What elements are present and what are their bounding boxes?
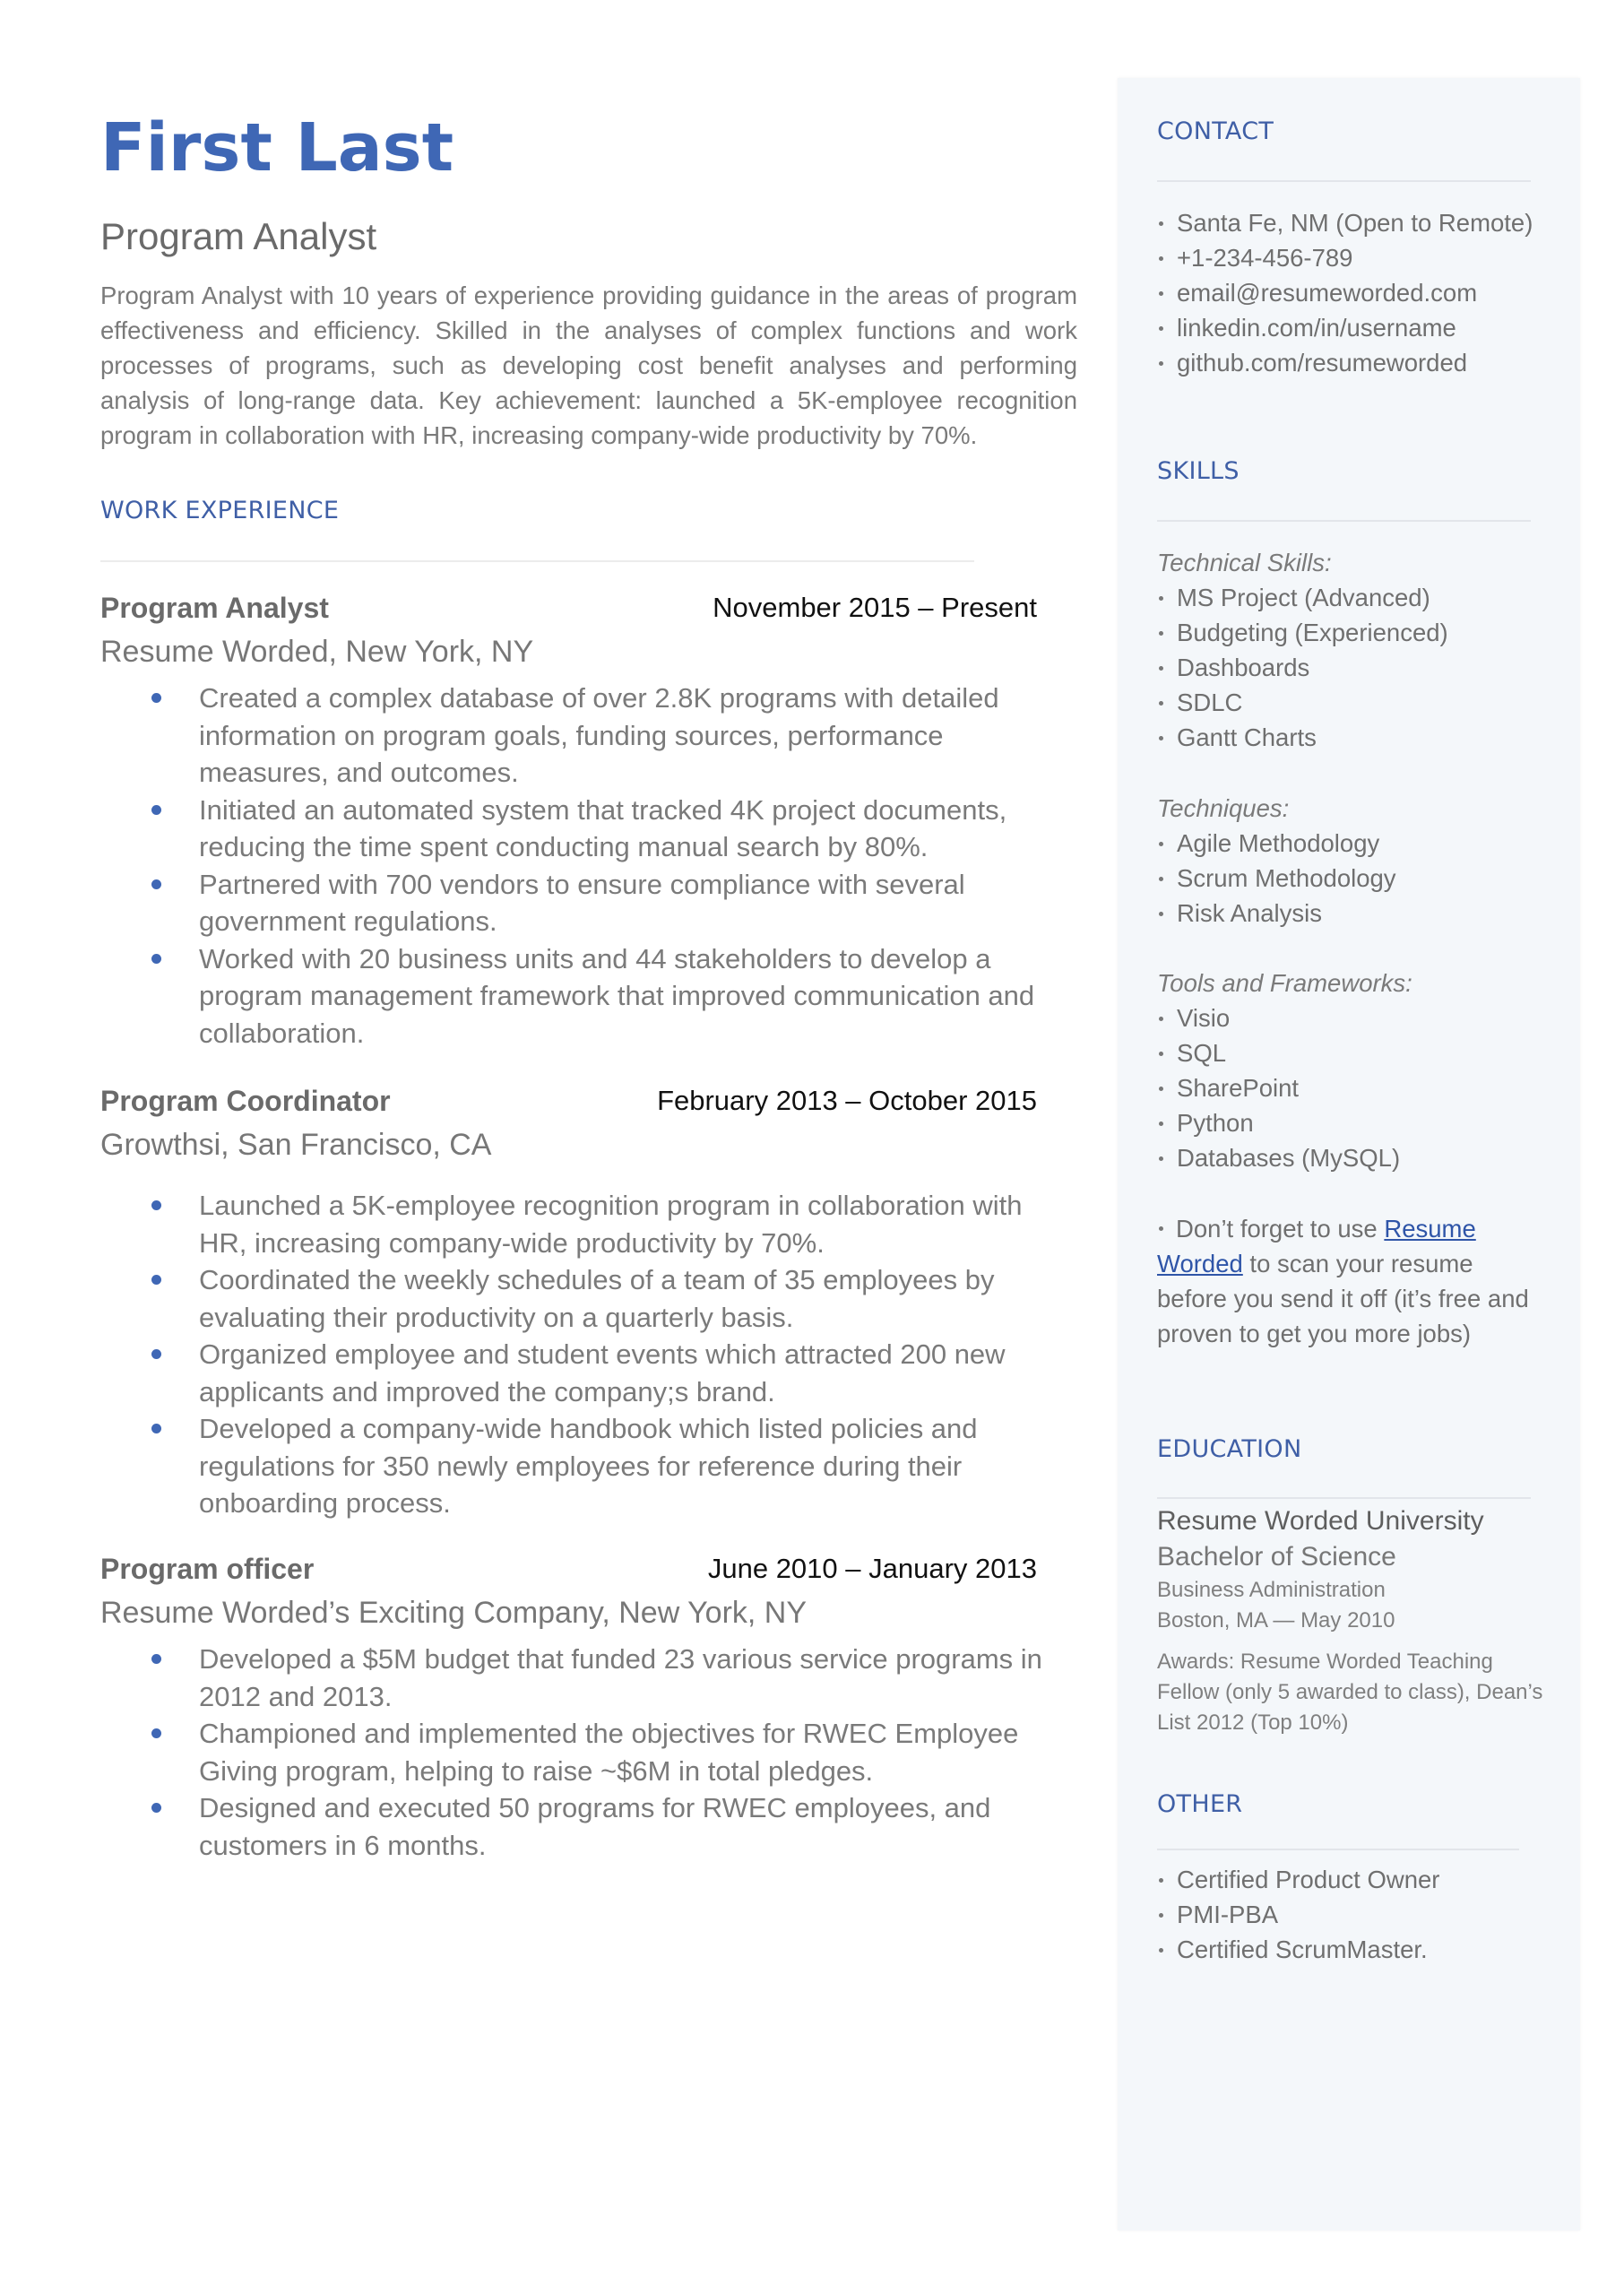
bullet-dot-icon bbox=[151, 1424, 161, 1433]
bullet-dot-icon bbox=[1159, 666, 1163, 671]
other-list bbox=[1157, 1862, 1551, 1967]
bullet-dot-icon bbox=[151, 1654, 161, 1664]
bullet-dot-icon bbox=[151, 693, 161, 703]
contact-email[interactable]: email@resumeworded.com bbox=[1157, 275, 1551, 310]
bullet-dot-icon bbox=[1159, 596, 1163, 601]
skill-item: Dashboards bbox=[1157, 650, 1551, 685]
skill-item: Databases (MySQL) bbox=[1157, 1140, 1551, 1175]
candidate-name: First Last bbox=[100, 109, 454, 186]
other-item: PMI-PBA bbox=[1157, 1897, 1551, 1932]
education-school: Resume Worded University bbox=[1157, 1506, 1484, 1536]
job-bullets bbox=[100, 1641, 1042, 1864]
summary-paragraph: Program Analyst with 10 years of experience providing guidance in the areas of program effectiveness and efficiency. Skilled in the analyses of complex functions and work processes of programs, such as developing cost benefit analyses and performing analysis of long-range data. Key achievement: launched a 5K-employee recognition program in collaboration with HR, increasing company-wide productivity by 70%. bbox=[100, 281, 1077, 449]
bullet-dot-icon bbox=[1159, 631, 1163, 636]
bullet-item: Launched a 5K-employee recognition program in collaboration with HR, increasing company-wide productivity by 70%. bbox=[100, 1187, 1050, 1261]
skill-item: Visio bbox=[1157, 1000, 1551, 1035]
section-divider bbox=[100, 560, 974, 562]
contact-list bbox=[1157, 205, 1551, 380]
skill-item: Gantt Charts bbox=[1157, 720, 1551, 755]
bullet-item: Coordinated the weekly schedules of a team of 35 employees by evaluating their productivity on a quarterly basis. bbox=[100, 1261, 1050, 1336]
bullet-dot-icon bbox=[1159, 877, 1163, 881]
bullet-dot-icon bbox=[151, 954, 161, 964]
job-entry bbox=[100, 592, 1037, 1052]
job-bullets bbox=[100, 680, 1037, 1052]
work-experience-heading: WORK EXPERIENCE bbox=[100, 497, 340, 524]
job-company: Resume Worded, New York, NY bbox=[100, 635, 534, 669]
job-company: Resume Worded’s Exciting Company, New York, NY bbox=[100, 1596, 808, 1630]
bullet-dot-icon bbox=[1159, 1087, 1163, 1091]
skills-group-label: Tools and Frameworks: bbox=[1157, 969, 1412, 997]
bullet-dot-icon bbox=[151, 1803, 161, 1813]
section-divider bbox=[1157, 1849, 1519, 1850]
bullet-item: Organized employee and student events which attracted 200 new applicants and improved the company;s brand. bbox=[100, 1336, 1050, 1410]
bullet-item: Designed and executed 50 programs for RWEC employees, and customers in 6 months. bbox=[100, 1789, 1050, 1864]
skill-item: MS Project (Advanced) bbox=[1157, 580, 1551, 615]
bullet-dot-icon bbox=[1159, 912, 1163, 916]
job-dates: November 2015 – Present bbox=[713, 592, 1037, 623]
other-heading: OTHER bbox=[1157, 1790, 1243, 1818]
job-title: Program Coordinator bbox=[100, 1085, 391, 1117]
bullet-item: Developed a $5M budget that funded 23 various service programs in 2012 and 2013. bbox=[100, 1641, 1050, 1715]
other-item: Certified ScrumMaster. bbox=[1157, 1932, 1551, 1967]
sidebar bbox=[1118, 78, 1580, 2230]
education-awards: Awards: Resume Worded Teaching Fellow (only 5 awarded to class), Dean’s List 2012 (Top 10%) bbox=[1157, 1650, 1543, 1735]
bullet-dot-icon bbox=[1159, 736, 1163, 740]
skill-item: Scrum Methodology bbox=[1157, 861, 1551, 896]
bullet-dot-icon bbox=[1159, 1156, 1163, 1161]
skills-group-label: Technical Skills: bbox=[1157, 549, 1332, 576]
education-field: Business Administration bbox=[1157, 1578, 1386, 1602]
bullet-item: Created a complex database of over 2.8K programs with detailed information on program goals, funding sources, performance measures, and outcomes. bbox=[100, 680, 1050, 792]
job-entry bbox=[100, 1553, 1042, 1864]
bullet-dot-icon bbox=[1159, 291, 1163, 296]
skills-group-tools bbox=[1157, 966, 1551, 1175]
bullet-dot-icon bbox=[1159, 361, 1163, 366]
skills-heading: SKILLS bbox=[1157, 457, 1240, 485]
contact-location: Santa Fe, NM (Open to Remote) bbox=[1157, 205, 1551, 240]
job-dates: June 2010 – January 2013 bbox=[707, 1553, 1037, 1584]
bullet-dot-icon bbox=[1159, 701, 1163, 706]
skills-group-technical bbox=[1157, 545, 1551, 755]
skill-item: SQL bbox=[1157, 1035, 1551, 1070]
job-title: Program Analyst bbox=[100, 592, 329, 624]
skills-list bbox=[1157, 826, 1551, 931]
bullet-dot-icon bbox=[1159, 1052, 1163, 1056]
bullet-dot-icon bbox=[151, 1349, 161, 1359]
bullet-dot-icon bbox=[1159, 1017, 1163, 1021]
contact-github[interactable]: github.com/resumeworded bbox=[1157, 345, 1551, 380]
education-entry bbox=[1157, 1503, 1551, 1738]
bullet-item: Partnered with 700 vendors to ensure compliance with several government regulations. bbox=[100, 866, 1050, 940]
job-dates: February 2013 – October 2015 bbox=[657, 1085, 1037, 1116]
bullet-dot-icon bbox=[151, 1200, 161, 1210]
bullet-dot-icon bbox=[1159, 326, 1163, 331]
skill-item: SharePoint bbox=[1157, 1070, 1551, 1105]
bullet-item: Worked with 20 business units and 44 stakeholders to develop a program management framework that improved communication and collaboration. bbox=[100, 940, 1050, 1052]
job-title: Program officer bbox=[100, 1553, 315, 1585]
bullet-item: Initiated an automated system that tracked 4K project documents, reducing the time spent conducting manual search by 80%. bbox=[100, 792, 1050, 866]
skill-item: Budgeting (Experienced) bbox=[1157, 615, 1551, 650]
section-divider bbox=[1157, 520, 1531, 522]
other-item: Certified Product Owner bbox=[1157, 1862, 1551, 1897]
bullet-dot-icon bbox=[1159, 256, 1163, 261]
job-company: Growthsi, San Francisco, CA bbox=[100, 1128, 492, 1162]
job-bullets bbox=[100, 1187, 1037, 1522]
contact-heading: CONTACT bbox=[1157, 117, 1274, 145]
bullet-dot-icon bbox=[1159, 842, 1163, 846]
education-degree: Bachelor of Science bbox=[1157, 1542, 1396, 1572]
skill-item: Agile Methodology bbox=[1157, 826, 1551, 861]
bullet-item: Championed and implemented the objectives for RWEC Employee Giving program, helping to raise ~$6M in total pledges. bbox=[100, 1715, 1050, 1789]
skill-item: Risk Analysis bbox=[1157, 896, 1551, 931]
bullet-dot-icon bbox=[1159, 1948, 1163, 1953]
bullet-dot-icon bbox=[1159, 221, 1163, 226]
section-divider bbox=[1157, 180, 1531, 182]
contact-phone: +1-234-456-789 bbox=[1157, 240, 1551, 275]
bullet-dot-icon bbox=[151, 805, 161, 815]
education-location-date: Boston, MA — May 2010 bbox=[1157, 1608, 1395, 1632]
skills-group-techniques bbox=[1157, 791, 1551, 931]
bullet-item: Developed a company-wide handbook which listed policies and regulations for 350 newly employees for reference during their onboarding process. bbox=[100, 1410, 1050, 1522]
bullet-dot-icon bbox=[151, 879, 161, 889]
skills-group-label: Techniques: bbox=[1157, 794, 1290, 822]
bullet-dot-icon bbox=[1159, 1122, 1163, 1126]
skill-item: SDLC bbox=[1157, 685, 1551, 720]
skill-item: Python bbox=[1157, 1105, 1551, 1140]
bullet-dot-icon bbox=[151, 1275, 161, 1285]
bullet-dot-icon bbox=[1159, 1878, 1163, 1883]
contact-linkedin[interactable]: linkedin.com/in/username bbox=[1157, 310, 1551, 345]
bullet-dot-icon bbox=[151, 1728, 161, 1738]
resume-worded-tip: Don’t forget to use Resume Worded to scan your resume before you send it off (it’s free and proven to get you more jobs) bbox=[1157, 1215, 1529, 1347]
education-heading: EDUCATION bbox=[1157, 1435, 1302, 1463]
skills-list bbox=[1157, 1000, 1551, 1175]
section-divider bbox=[1157, 1497, 1531, 1499]
bullet-dot-icon bbox=[1159, 1226, 1163, 1231]
job-entry bbox=[100, 1085, 1037, 1522]
bullet-dot-icon bbox=[1159, 1913, 1163, 1918]
resume-worded-link[interactable]: Resume Worded bbox=[1157, 1215, 1476, 1277]
candidate-title: Program Analyst bbox=[100, 215, 377, 257]
skills-list bbox=[1157, 580, 1551, 755]
